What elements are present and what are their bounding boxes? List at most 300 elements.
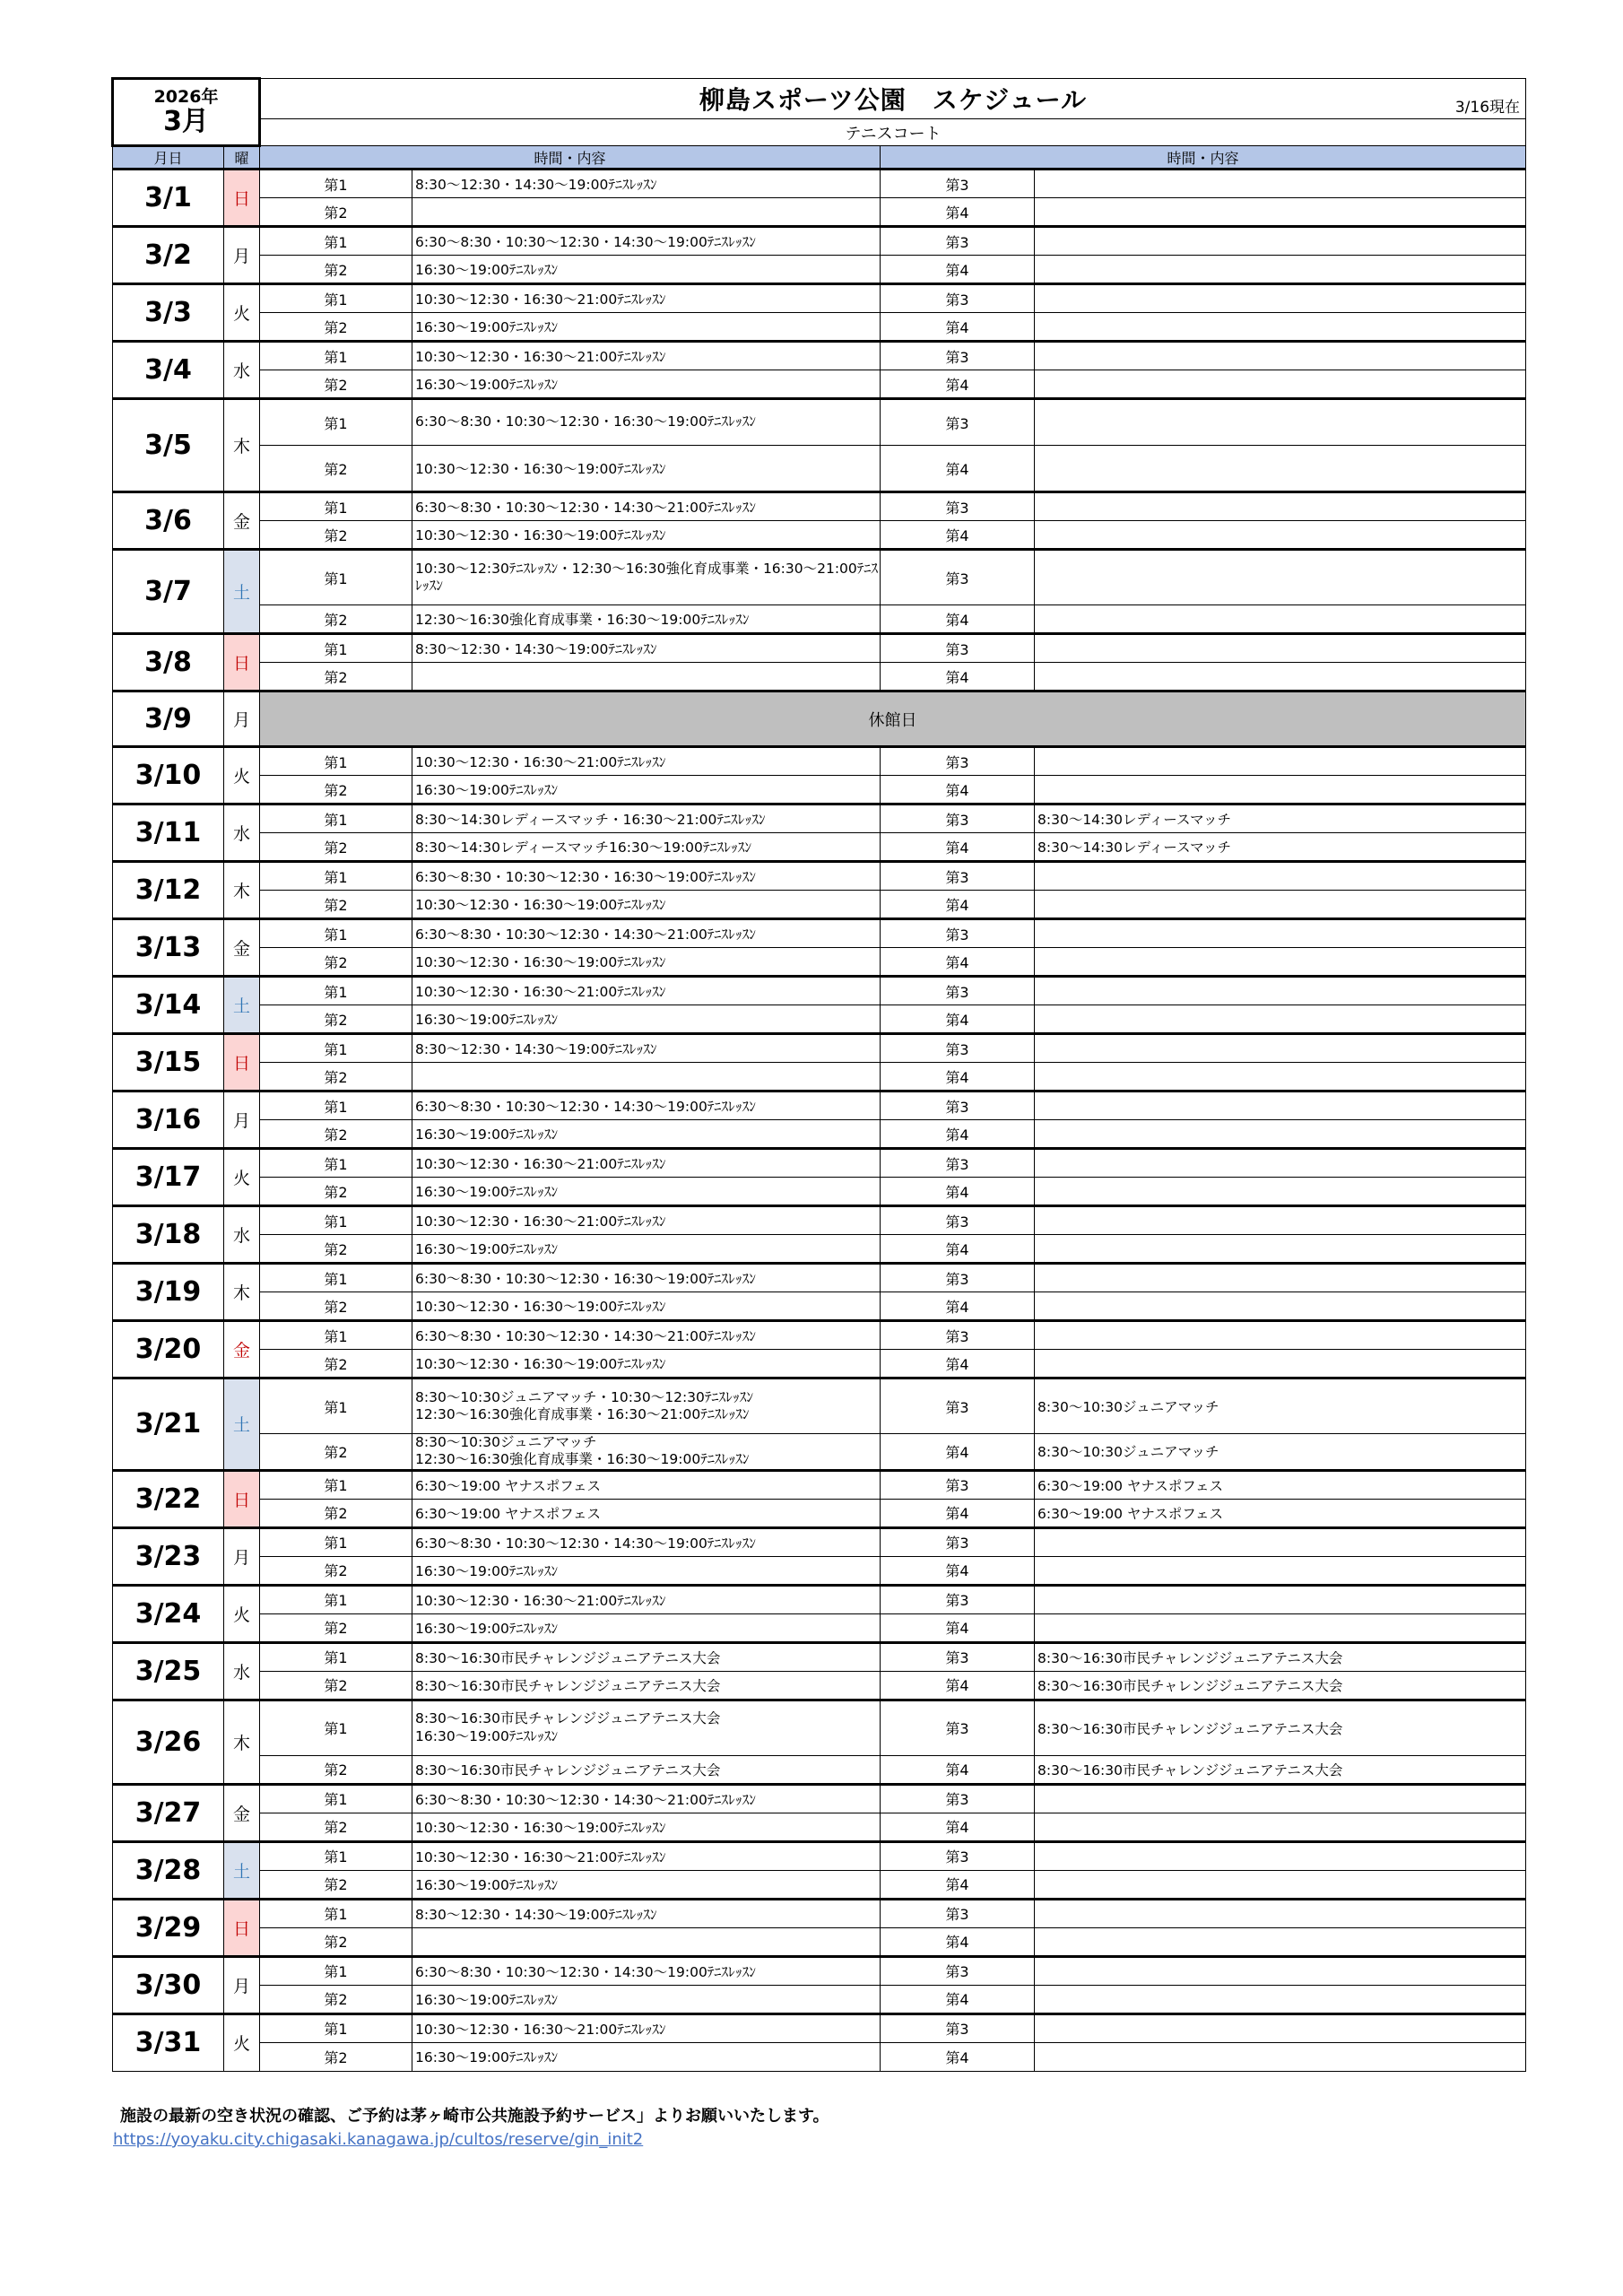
court-1-label: 第1 — [260, 1585, 412, 1613]
day-of-week: 土 — [224, 550, 260, 634]
court-1-label: 第1 — [260, 284, 412, 313]
court-4-schedule — [1035, 1985, 1526, 2013]
court-1-label: 第1 — [260, 1264, 412, 1292]
court-2-label: 第2 — [260, 1755, 412, 1784]
court-4-schedule — [1035, 776, 1526, 804]
court-3-schedule — [1035, 284, 1526, 313]
court-3-schedule — [1035, 227, 1526, 256]
court-4-schedule — [1035, 1350, 1526, 1378]
day-row — [113, 1034, 1526, 1063]
day-of-week: 木 — [224, 1264, 260, 1321]
court-2-label: 第2 — [260, 1235, 412, 1264]
court-4-schedule — [1035, 1613, 1526, 1642]
day-row — [113, 1149, 1526, 1178]
court-4-schedule — [1035, 1927, 1526, 1956]
day-row-second — [113, 1613, 1526, 1642]
court-1-label: 第1 — [260, 1642, 412, 1671]
court-4-schedule — [1035, 1235, 1526, 1264]
court-4-label: 第4 — [881, 891, 1035, 919]
court-4-label: 第4 — [881, 776, 1035, 804]
court-3-label: 第3 — [881, 634, 1035, 663]
court-2-label: 第2 — [260, 1813, 412, 1841]
court-1-schedule: 10:30〜12:30・16:30〜21:00ﾃﾆｽﾚｯｽﾝ — [412, 747, 881, 776]
court-3-label: 第3 — [881, 747, 1035, 776]
court-2-label: 第2 — [260, 663, 412, 691]
court-4-schedule — [1035, 198, 1526, 227]
day-row — [113, 1527, 1526, 1556]
court-1-label: 第1 — [260, 550, 412, 605]
court-1-schedule: 6:30〜8:30・10:30〜12:30・14:30〜21:00ﾃﾆｽﾚｯｽﾝ — [412, 1321, 881, 1350]
day-row-second — [113, 446, 1526, 492]
day-of-week: 火 — [224, 2013, 260, 2071]
day-date: 3/8 — [113, 634, 224, 691]
court-3-label: 第3 — [881, 1841, 1035, 1870]
schedule-table — [111, 77, 1526, 2072]
day-of-week: 月 — [224, 1527, 260, 1585]
court-2-schedule: 16:30〜19:00ﾃﾆｽﾚｯｽﾝ — [412, 1870, 881, 1899]
court-4-label: 第4 — [881, 1927, 1035, 1956]
column-header-row — [113, 146, 1526, 170]
court-1-schedule: 8:30〜12:30・14:30〜19:00ﾃﾆｽﾚｯｽﾝ — [412, 1899, 881, 1927]
court-2-schedule: 10:30〜12:30・16:30〜19:00ﾃﾆｽﾚｯｽﾝ — [412, 521, 881, 550]
court-3-schedule — [1035, 1034, 1526, 1063]
court-1-schedule: 6:30〜8:30・10:30〜12:30・14:30〜19:00ﾃﾆｽﾚｯｽﾝ — [412, 1956, 881, 1985]
court-2-label: 第2 — [260, 1005, 412, 1034]
court-4-label: 第4 — [881, 1613, 1035, 1642]
court-3-label: 第3 — [881, 550, 1035, 605]
court-2-schedule: 16:30〜19:00ﾃﾆｽﾚｯｽﾝ — [412, 2042, 881, 2071]
court-3-schedule — [1035, 492, 1526, 521]
court-4-schedule — [1035, 370, 1526, 399]
court-1-schedule: 6:30〜8:30・10:30〜12:30・14:30〜21:00ﾃﾆｽﾚｯｽﾝ — [412, 919, 881, 948]
court-1-label: 第1 — [260, 1470, 412, 1499]
court-3-label: 第3 — [881, 284, 1035, 313]
court-3-schedule — [1035, 170, 1526, 198]
court-1-label: 第1 — [260, 170, 412, 198]
court-4-label: 第4 — [881, 1178, 1035, 1206]
court-2-label: 第2 — [260, 521, 412, 550]
day-row-second — [113, 1063, 1526, 1091]
court-3-schedule — [1035, 862, 1526, 891]
court-2-label: 第2 — [260, 1063, 412, 1091]
reservation-link[interactable]: https://yoyaku.city.chigasaki.kanagawa.jp/cultos/reserve/gin_init2 — [113, 2130, 644, 2149]
court-2-schedule: 16:30〜19:00ﾃﾆｽﾚｯｽﾝ — [412, 1120, 881, 1149]
day-row-second — [113, 1755, 1526, 1784]
day-of-week: 金 — [224, 492, 260, 550]
day-of-week: 土 — [224, 977, 260, 1034]
day-row-second — [113, 256, 1526, 284]
day-row — [113, 1206, 1526, 1235]
day-date: 3/25 — [113, 1642, 224, 1700]
court-2-schedule: 16:30〜19:00ﾃﾆｽﾚｯｽﾝ — [412, 1178, 881, 1206]
court-1-schedule: 10:30〜12:30・16:30〜21:00ﾃﾆｽﾚｯｽﾝ — [412, 977, 881, 1005]
day-row-second — [113, 1235, 1526, 1264]
day-row-second — [113, 948, 1526, 977]
court-4-label: 第4 — [881, 313, 1035, 342]
day-row — [113, 399, 1526, 446]
day-of-week: 日 — [224, 1899, 260, 1956]
day-row-second — [113, 663, 1526, 691]
day-of-week: 火 — [224, 284, 260, 342]
court-4-label: 第4 — [881, 1870, 1035, 1899]
year-month-cell — [113, 79, 260, 146]
court-1-label: 第1 — [260, 1091, 412, 1120]
court-1-label: 第1 — [260, 977, 412, 1005]
day-row-second — [113, 2042, 1526, 2071]
day-date: 3/10 — [113, 747, 224, 804]
court-4-label: 第4 — [881, 1235, 1035, 1264]
court-3-label: 第3 — [881, 804, 1035, 833]
court-1-label: 第1 — [260, 227, 412, 256]
day-of-week: 火 — [224, 1149, 260, 1206]
day-row — [113, 342, 1526, 370]
facility-name: テニスコート — [260, 119, 1526, 146]
col-header-dow: 曜 — [224, 146, 260, 170]
day-date: 3/13 — [113, 919, 224, 977]
court-2-label: 第2 — [260, 1434, 412, 1471]
day-of-week: 月 — [224, 1091, 260, 1149]
court-4-label: 第4 — [881, 1434, 1035, 1471]
court-3-schedule — [1035, 2013, 1526, 2042]
court-2-label: 第2 — [260, 891, 412, 919]
court-4-schedule — [1035, 605, 1526, 634]
day-date: 3/21 — [113, 1378, 224, 1471]
day-of-week: 金 — [224, 1784, 260, 1841]
court-4-label: 第4 — [881, 1499, 1035, 1527]
court-2-schedule: 16:30〜19:00ﾃﾆｽﾚｯｽﾝ — [412, 1613, 881, 1642]
day-date: 3/26 — [113, 1700, 224, 1784]
court-4-label: 第4 — [881, 833, 1035, 862]
day-row-second — [113, 1671, 1526, 1700]
day-date: 3/30 — [113, 1956, 224, 2013]
court-4-schedule: 6:30〜19:00 ヤナスポフェス — [1035, 1499, 1526, 1527]
court-4-label: 第4 — [881, 1556, 1035, 1585]
court-3-schedule — [1035, 1956, 1526, 1985]
court-2-schedule: 8:30〜16:30市民チャレンジジュニアテニス大会 — [412, 1755, 881, 1784]
court-3-label: 第3 — [881, 1642, 1035, 1671]
court-2-schedule: 12:30〜16:30強化育成事業・16:30〜19:00ﾃﾆｽﾚｯｽﾝ — [412, 605, 881, 634]
court-2-schedule — [412, 1927, 881, 1956]
court-2-schedule: 6:30〜19:00 ヤナスポフェス — [412, 1499, 881, 1527]
day-row-second — [113, 605, 1526, 634]
court-3-schedule — [1035, 977, 1526, 1005]
court-2-label: 第2 — [260, 370, 412, 399]
court-3-label: 第3 — [881, 1378, 1035, 1434]
court-1-label: 第1 — [260, 1378, 412, 1434]
court-3-schedule — [1035, 399, 1526, 446]
court-3-label: 第3 — [881, 919, 1035, 948]
court-2-label: 第2 — [260, 313, 412, 342]
court-3-label: 第3 — [881, 1585, 1035, 1613]
day-row — [113, 227, 1526, 256]
col-header-date: 月日 — [113, 146, 224, 170]
court-3-schedule — [1035, 1264, 1526, 1292]
court-1-schedule: 8:30〜12:30・14:30〜19:00ﾃﾆｽﾚｯｽﾝ — [412, 170, 881, 198]
day-date: 3/18 — [113, 1206, 224, 1264]
court-2-label: 第2 — [260, 2042, 412, 2071]
court-1-label: 第1 — [260, 1784, 412, 1813]
court-2-schedule: 8:30〜10:30ジュニアマッチ 12:30〜16:30強化育成事業・16:30〜19:00ﾃﾆｽﾚｯｽﾝ — [412, 1434, 881, 1471]
day-row — [113, 550, 1526, 605]
day-date: 3/2 — [113, 227, 224, 284]
court-2-schedule: 10:30〜12:30・16:30〜19:00ﾃﾆｽﾚｯｽﾝ — [412, 1813, 881, 1841]
court-4-label: 第4 — [881, 605, 1035, 634]
court-4-schedule: 8:30〜16:30市民チャレンジジュニアテニス大会 — [1035, 1755, 1526, 1784]
court-4-label: 第4 — [881, 2042, 1035, 2071]
court-2-schedule — [412, 1063, 881, 1091]
court-2-schedule: 8:30〜16:30市民チャレンジジュニアテニス大会 — [412, 1671, 881, 1700]
court-1-label: 第1 — [260, 492, 412, 521]
court-3-schedule — [1035, 1091, 1526, 1120]
court-4-label: 第4 — [881, 1063, 1035, 1091]
court-4-schedule: 8:30〜14:30レディースマッチ — [1035, 833, 1526, 862]
court-1-label: 第1 — [260, 342, 412, 370]
court-1-label: 第1 — [260, 1841, 412, 1870]
court-2-schedule: 16:30〜19:00ﾃﾆｽﾚｯｽﾝ — [412, 1235, 881, 1264]
court-3-label: 第3 — [881, 492, 1035, 521]
court-1-schedule: 10:30〜12:30・16:30〜21:00ﾃﾆｽﾚｯｽﾝ — [412, 2013, 881, 2042]
day-date: 3/1 — [113, 170, 224, 227]
court-1-schedule: 10:30〜12:30・16:30〜21:00ﾃﾆｽﾚｯｽﾝ — [412, 1206, 881, 1235]
day-of-week: 月 — [224, 227, 260, 284]
court-1-schedule: 8:30〜14:30レディースマッチ・16:30〜21:00ﾃﾆｽﾚｯｽﾝ — [412, 804, 881, 833]
court-1-label: 第1 — [260, 1206, 412, 1235]
day-of-week: 土 — [224, 1378, 260, 1471]
day-of-week: 水 — [224, 1206, 260, 1264]
court-1-label: 第1 — [260, 1700, 412, 1755]
court-4-schedule — [1035, 313, 1526, 342]
court-1-schedule: 6:30〜8:30・10:30〜12:30・14:30〜19:00ﾃﾆｽﾚｯｽﾝ — [412, 1091, 881, 1120]
court-3-label: 第3 — [881, 1264, 1035, 1292]
court-1-schedule: 8:30〜12:30・14:30〜19:00ﾃﾆｽﾚｯｽﾝ — [412, 1034, 881, 1063]
day-row-second — [113, 198, 1526, 227]
court-3-schedule — [1035, 1149, 1526, 1178]
day-date: 3/23 — [113, 1527, 224, 1585]
day-of-week: 木 — [224, 1700, 260, 1784]
day-date: 3/27 — [113, 1784, 224, 1841]
court-4-label: 第4 — [881, 1985, 1035, 2013]
day-date: 3/6 — [113, 492, 224, 550]
court-2-label: 第2 — [260, 776, 412, 804]
day-row-second — [113, 1927, 1526, 1956]
court-4-schedule — [1035, 1813, 1526, 1841]
court-1-label: 第1 — [260, 1899, 412, 1927]
day-row — [113, 1841, 1526, 1870]
court-2-schedule: 10:30〜12:30・16:30〜19:00ﾃﾆｽﾚｯｽﾝ — [412, 948, 881, 977]
court-1-schedule: 10:30〜12:30・16:30〜21:00ﾃﾆｽﾚｯｽﾝ — [412, 1841, 881, 1870]
court-4-label: 第4 — [881, 1005, 1035, 1034]
day-row-second — [113, 1292, 1526, 1321]
day-row-second — [113, 1005, 1526, 1034]
court-4-label: 第4 — [881, 256, 1035, 284]
court-3-schedule — [1035, 1899, 1526, 1927]
court-3-label: 第3 — [881, 399, 1035, 446]
court-1-label: 第1 — [260, 399, 412, 446]
court-2-label: 第2 — [260, 1870, 412, 1899]
court-4-schedule — [1035, 1870, 1526, 1899]
day-date: 3/28 — [113, 1841, 224, 1899]
day-of-week: 木 — [224, 862, 260, 919]
court-2-schedule: 16:30〜19:00ﾃﾆｽﾚｯｽﾝ — [412, 1556, 881, 1585]
court-4-schedule — [1035, 2042, 1526, 2071]
court-1-label: 第1 — [260, 747, 412, 776]
court-3-schedule — [1035, 1527, 1526, 1556]
court-1-schedule: 6:30〜8:30・10:30〜12:30・16:30〜19:00ﾃﾆｽﾚｯｽﾝ — [412, 862, 881, 891]
court-2-schedule — [412, 198, 881, 227]
day-of-week: 水 — [224, 342, 260, 399]
court-2-label: 第2 — [260, 833, 412, 862]
day-row — [113, 691, 1526, 747]
court-1-label: 第1 — [260, 1149, 412, 1178]
court-3-schedule — [1035, 634, 1526, 663]
court-2-label: 第2 — [260, 256, 412, 284]
court-3-schedule — [1035, 919, 1526, 948]
court-4-schedule: 8:30〜10:30ジュニアマッチ — [1035, 1434, 1526, 1471]
court-1-schedule: 8:30〜16:30市民チャレンジジュニアテニス大会 — [412, 1642, 881, 1671]
court-3-label: 第3 — [881, 1091, 1035, 1120]
day-of-week: 月 — [224, 691, 260, 747]
court-2-label: 第2 — [260, 1556, 412, 1585]
schedule-sheet — [111, 77, 1524, 2072]
court-1-label: 第1 — [260, 634, 412, 663]
court-3-schedule: 6:30〜19:00 ヤナスポフェス — [1035, 1470, 1526, 1499]
closed-day-label: 休館日 — [260, 691, 1526, 747]
footer-notes — [113, 2103, 829, 2149]
court-3-schedule: 8:30〜16:30市民チャレンジジュニアテニス大会 — [1035, 1700, 1526, 1755]
month-label: 3月 — [163, 105, 209, 137]
court-3-schedule: 8:30〜14:30レディースマッチ — [1035, 804, 1526, 833]
court-4-schedule — [1035, 1292, 1526, 1321]
page-title: 柳島スポーツ公園 スケジュール — [699, 85, 1088, 115]
day-row — [113, 804, 1526, 833]
day-row — [113, 862, 1526, 891]
court-4-label: 第4 — [881, 198, 1035, 227]
day-of-week: 日 — [224, 634, 260, 691]
court-4-label: 第4 — [881, 948, 1035, 977]
court-1-schedule: 8:30〜16:30市民チャレンジジュニアテニス大会 16:30〜19:00ﾃﾆｽﾚｯｽﾝ — [412, 1700, 881, 1755]
court-4-schedule — [1035, 1063, 1526, 1091]
court-4-label: 第4 — [881, 1120, 1035, 1149]
court-1-label: 第1 — [260, 1321, 412, 1350]
court-1-schedule: 10:30〜12:30・16:30〜21:00ﾃﾆｽﾚｯｽﾝ — [412, 1149, 881, 1178]
court-2-label: 第2 — [260, 1613, 412, 1642]
day-row — [113, 1378, 1526, 1434]
court-1-schedule: 10:30〜12:30・16:30〜21:00ﾃﾆｽﾚｯｽﾝ — [412, 342, 881, 370]
court-3-schedule — [1035, 1585, 1526, 1613]
day-of-week: 月 — [224, 1956, 260, 2013]
day-row — [113, 747, 1526, 776]
as-of-date: 3/16現在 — [1454, 99, 1521, 117]
court-2-schedule: 10:30〜12:30・16:30〜19:00ﾃﾆｽﾚｯｽﾝ — [412, 1292, 881, 1321]
court-3-label: 第3 — [881, 170, 1035, 198]
court-2-label: 第2 — [260, 1178, 412, 1206]
day-row-second — [113, 833, 1526, 862]
day-row-second — [113, 313, 1526, 342]
court-4-schedule — [1035, 663, 1526, 691]
court-1-schedule: 6:30〜8:30・10:30〜12:30・14:30〜21:00ﾃﾆｽﾚｯｽﾝ — [412, 492, 881, 521]
court-2-label: 第2 — [260, 1499, 412, 1527]
court-4-label: 第4 — [881, 1350, 1035, 1378]
day-row — [113, 1321, 1526, 1350]
court-1-schedule: 6:30〜8:30・10:30〜12:30・14:30〜19:00ﾃﾆｽﾚｯｽﾝ — [412, 227, 881, 256]
day-of-week: 日 — [224, 1034, 260, 1091]
day-row — [113, 1700, 1526, 1755]
day-date: 3/29 — [113, 1899, 224, 1956]
court-4-label: 第4 — [881, 446, 1035, 492]
court-2-schedule: 8:30〜14:30レディースマッチ16:30〜19:00ﾃﾆｽﾚｯｽﾝ — [412, 833, 881, 862]
court-1-schedule: 10:30〜12:30・16:30〜21:00ﾃﾆｽﾚｯｽﾝ — [412, 1585, 881, 1613]
court-4-schedule — [1035, 1556, 1526, 1585]
court-3-schedule — [1035, 550, 1526, 605]
court-1-schedule: 10:30〜12:30ﾃﾆｽﾚｯｽﾝ・12:30〜16:30強化育成事業・16:30〜21:00ﾃﾆｽﾚｯｽﾝ — [412, 550, 881, 605]
day-row — [113, 1899, 1526, 1927]
court-2-label: 第2 — [260, 1671, 412, 1700]
day-row-second — [113, 1178, 1526, 1206]
court-4-schedule — [1035, 891, 1526, 919]
court-4-label: 第4 — [881, 663, 1035, 691]
court-2-label: 第2 — [260, 1985, 412, 2013]
court-2-schedule: 16:30〜19:00ﾃﾆｽﾚｯｽﾝ — [412, 313, 881, 342]
court-4-label: 第4 — [881, 1813, 1035, 1841]
day-row-second — [113, 1985, 1526, 2013]
court-1-schedule: 6:30〜8:30・10:30〜12:30・16:30〜19:00ﾃﾆｽﾚｯｽﾝ — [412, 399, 881, 446]
court-2-schedule: 16:30〜19:00ﾃﾆｽﾚｯｽﾝ — [412, 1005, 881, 1034]
day-row — [113, 1264, 1526, 1292]
day-row — [113, 1091, 1526, 1120]
day-date: 3/4 — [113, 342, 224, 399]
court-2-schedule: 16:30〜19:00ﾃﾆｽﾚｯｽﾝ — [412, 1985, 881, 2013]
day-of-week: 金 — [224, 919, 260, 977]
court-2-schedule: 10:30〜12:30・16:30〜19:00ﾃﾆｽﾚｯｽﾝ — [412, 1350, 881, 1378]
day-date: 3/24 — [113, 1585, 224, 1642]
court-1-schedule: 6:30〜8:30・10:30〜12:30・16:30〜19:00ﾃﾆｽﾚｯｽﾝ — [412, 1264, 881, 1292]
court-1-label: 第1 — [260, 862, 412, 891]
court-2-label: 第2 — [260, 1350, 412, 1378]
day-row — [113, 1642, 1526, 1671]
court-1-schedule: 8:30〜10:30ジュニアマッチ・10:30〜12:30ﾃﾆｽﾚｯｽﾝ 12:30〜16:30強化育成事業・16:30〜21:00ﾃﾆｽﾚｯｽﾝ — [412, 1378, 881, 1434]
court-2-schedule: 16:30〜19:00ﾃﾆｽﾚｯｽﾝ — [412, 256, 881, 284]
day-row-second — [113, 1350, 1526, 1378]
court-1-schedule: 6:30〜8:30・10:30〜12:30・14:30〜19:00ﾃﾆｽﾚｯｽﾝ — [412, 1527, 881, 1556]
court-3-schedule — [1035, 1206, 1526, 1235]
day-date: 3/5 — [113, 399, 224, 492]
court-4-label: 第4 — [881, 370, 1035, 399]
day-row-second — [113, 1556, 1526, 1585]
court-3-label: 第3 — [881, 1206, 1035, 1235]
court-4-label: 第4 — [881, 1755, 1035, 1784]
day-row — [113, 284, 1526, 313]
day-date: 3/3 — [113, 284, 224, 342]
court-2-label: 第2 — [260, 1120, 412, 1149]
court-4-label: 第4 — [881, 1671, 1035, 1700]
year-label: 2026年 — [153, 87, 219, 108]
court-3-schedule: 8:30〜10:30ジュニアマッチ — [1035, 1378, 1526, 1434]
day-row-second — [113, 521, 1526, 550]
court-3-schedule — [1035, 747, 1526, 776]
day-row-second — [113, 891, 1526, 919]
court-1-label: 第1 — [260, 804, 412, 833]
day-date: 3/31 — [113, 2013, 224, 2071]
day-row — [113, 1956, 1526, 1985]
court-1-schedule: 8:30〜12:30・14:30〜19:00ﾃﾆｽﾚｯｽﾝ — [412, 634, 881, 663]
court-2-label: 第2 — [260, 605, 412, 634]
day-row-second — [113, 1499, 1526, 1527]
court-2-schedule: 16:30〜19:00ﾃﾆｽﾚｯｽﾝ — [412, 776, 881, 804]
court-4-schedule — [1035, 256, 1526, 284]
court-3-label: 第3 — [881, 1470, 1035, 1499]
col-header-detail-right: 時間・内容 — [881, 146, 1526, 170]
day-date: 3/9 — [113, 691, 224, 747]
